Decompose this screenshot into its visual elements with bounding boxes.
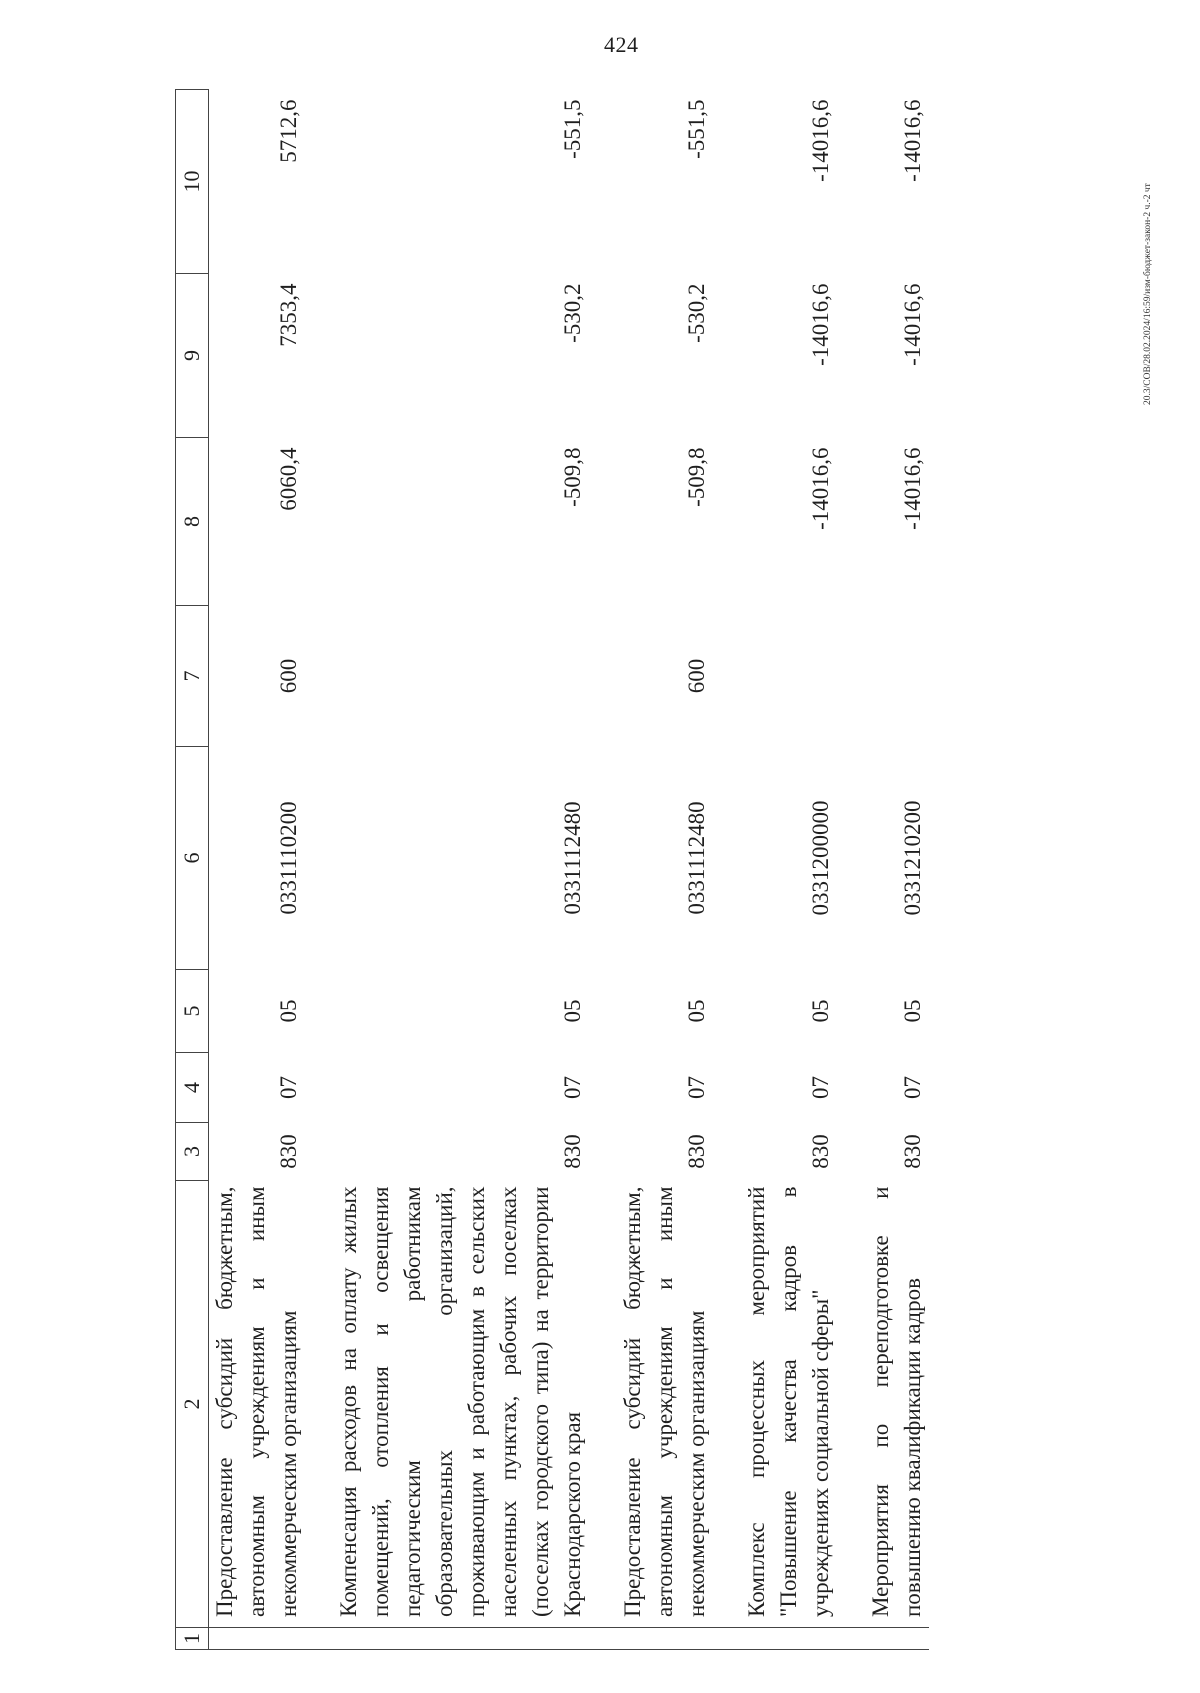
cell-c3: 830: [808, 1134, 833, 1169]
cell-c8: -509,8: [684, 447, 709, 507]
table-header-row: [176, 90, 209, 1650]
cell-c10: -551,5: [560, 99, 585, 159]
cell-c5: 05: [900, 999, 925, 1023]
cell-c6: 0331110200: [276, 801, 301, 915]
cell-c6: 0331210200: [900, 800, 925, 916]
cell-c5: 05: [684, 999, 709, 1023]
column-header: 8: [176, 438, 209, 606]
column-header: 3: [176, 1123, 209, 1181]
column-header: 10: [176, 90, 209, 274]
cell-c10: 5712,6: [276, 99, 301, 163]
cell-c8: -509,8: [560, 447, 585, 507]
row-gap: [305, 90, 333, 1650]
document-footer-note: 20.3/СОВ/28.02.2024/16:59/изм-бюджет-закон-2 ч.-2 чт: [1143, 183, 1153, 405]
table-row: [333, 90, 589, 1650]
column-header: 6: [176, 747, 209, 970]
cell-empty: [209, 1628, 306, 1650]
cell-c6: 0331112480: [684, 801, 709, 915]
column-header: 1: [176, 1628, 209, 1650]
cell-c3: 830: [900, 1134, 925, 1169]
cell-empty: [333, 1628, 589, 1650]
cell-c9: 7353,4: [276, 283, 301, 347]
cell-c6: 0331112480: [560, 801, 585, 915]
cell-empty: [741, 1628, 837, 1650]
cell-c7: [865, 606, 929, 747]
row-gap: [589, 90, 617, 1650]
column-header: 9: [176, 274, 209, 438]
cell-c10: -551,5: [684, 99, 709, 159]
cell-c6: 0331200000: [808, 800, 833, 916]
column-header: 5: [176, 970, 209, 1053]
cell-name: Компенсация расходов на оплату жилых помещений, отопления и освещения педагогическим работникам образовательных организаций, проживающим и работающим в сельских населенных пунктах, рабочих поселках (поселках городского типа) на территории Краснодарского края: [336, 1186, 585, 1617]
budget-table: [175, 89, 929, 1650]
cell-c3: 830: [684, 1134, 709, 1169]
cell-c5: 05: [560, 999, 585, 1023]
cell-c4: 07: [684, 1076, 709, 1099]
cell-c9: -530,2: [684, 283, 709, 343]
cell-c7: [741, 606, 837, 747]
table-row: [617, 90, 713, 1650]
cell-c8: -14016,6: [900, 447, 925, 530]
cell-c4: 07: [900, 1076, 925, 1099]
cell-c9: -14016,6: [900, 283, 925, 366]
cell-c3: 830: [276, 1134, 301, 1169]
cell-c7: 600: [684, 658, 709, 694]
cell-c5: 05: [276, 999, 301, 1023]
cell-name: Мероприятия по переподготовке и повышению квалификации кадров: [868, 1186, 925, 1617]
column-header: 4: [176, 1053, 209, 1123]
budget-table-rotated: [175, 90, 1095, 1650]
cell-c9: -14016,6: [808, 283, 833, 366]
column-header: 7: [176, 606, 209, 747]
cell-c4: 07: [560, 1076, 585, 1099]
cell-c8: 6060,4: [276, 447, 301, 511]
table-row: [209, 90, 306, 1650]
column-header: 2: [176, 1181, 209, 1628]
cell-c4: 07: [276, 1076, 301, 1099]
cell-c3: 830: [560, 1134, 585, 1169]
cell-c8: -14016,6: [808, 447, 833, 530]
cell-c10: -14016,6: [808, 99, 833, 182]
page-number: 424: [604, 32, 639, 57]
cell-c7: 600: [276, 658, 301, 694]
row-gap: [837, 90, 865, 1650]
row-gap: [713, 90, 741, 1650]
cell-c5: 05: [808, 999, 833, 1023]
cell-name: Предоставление субсидий бюджетным, автономным учреждениям и иным некоммерческим организациям: [212, 1186, 301, 1617]
cell-c4: 07: [808, 1076, 833, 1099]
cell-empty: [865, 1628, 929, 1650]
table-row: [741, 90, 837, 1650]
cell-name: Предоставление субсидий бюджетным, автономным учреждениям и иным некоммерческим организациям: [620, 1186, 709, 1617]
cell-c7: [333, 606, 589, 747]
cell-empty: [617, 1628, 713, 1650]
cell-c9: -530,2: [560, 283, 585, 343]
table-row: [865, 90, 929, 1650]
cell-name: Комплекс процессных мероприятий "Повышение качества кадров в учреждениях социальной сферы": [744, 1186, 833, 1617]
cell-c10: -14016,6: [900, 99, 925, 182]
